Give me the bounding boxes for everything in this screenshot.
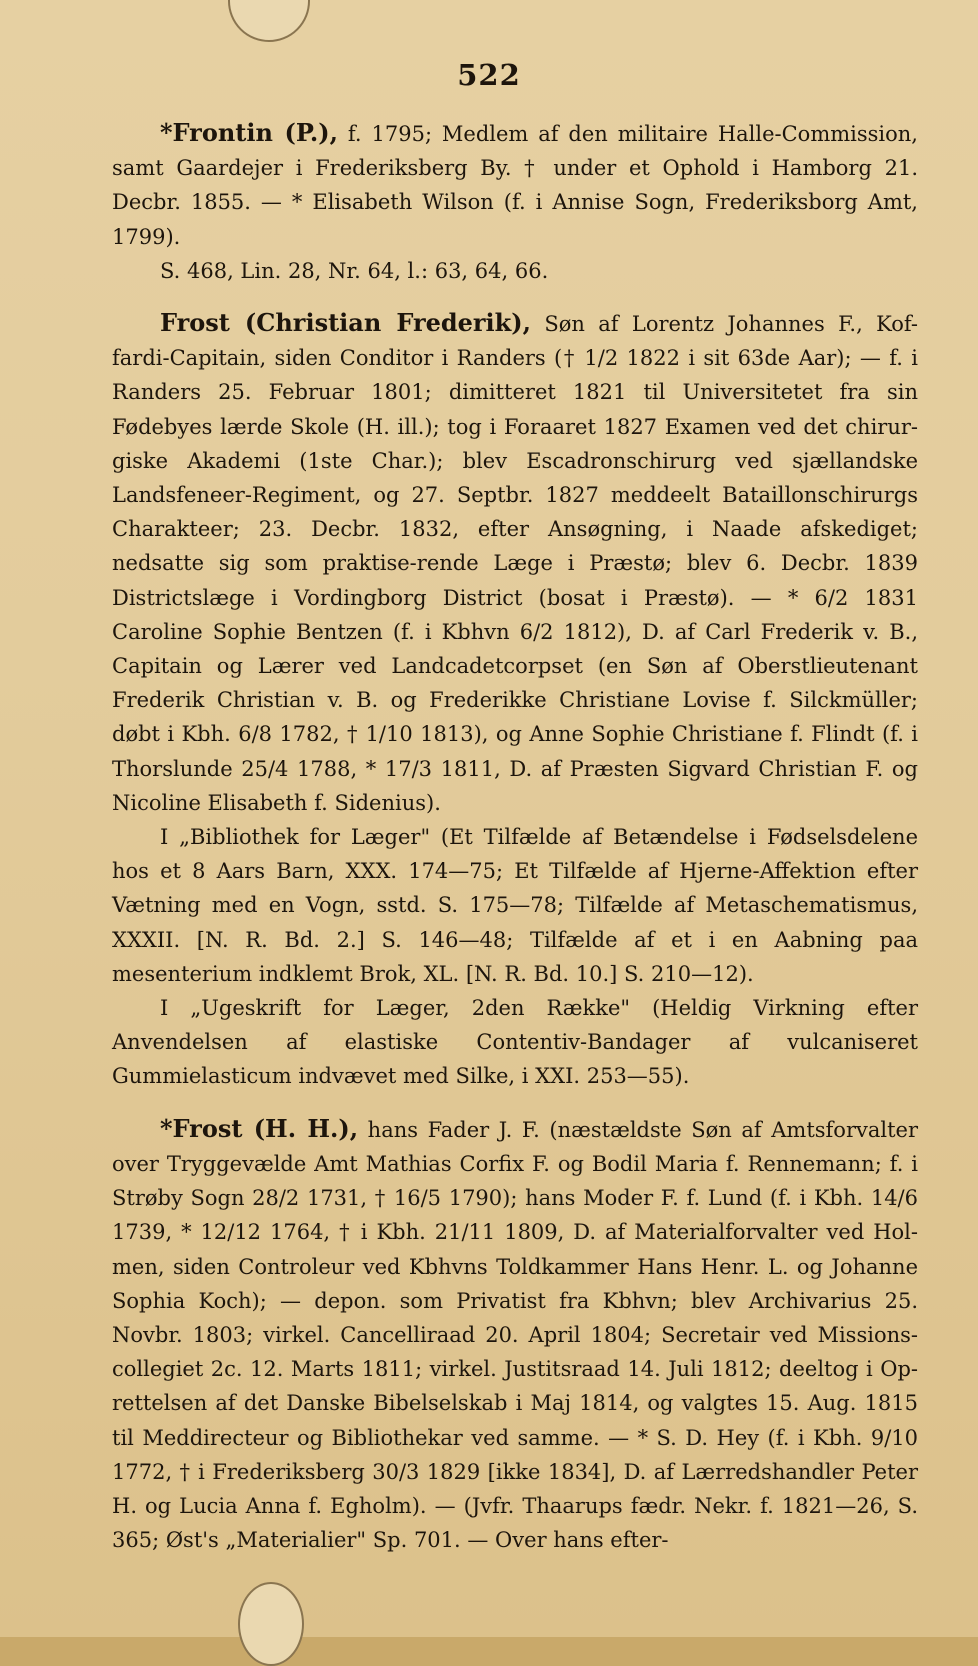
entry-paragraph	[112, 1112, 918, 1558]
entry-name: Frost (Christian Frederik),	[160, 308, 532, 338]
entry-references: S. 468, Lin. 28, Nr. 64, l.: 63, 64, 66.	[160, 258, 549, 283]
entry-paragraph	[112, 116, 918, 254]
binding-hole	[228, 0, 310, 42]
entry-text: hans Fader J. F. (næstældste Søn af Amtsforvalter over Tryggevælde Amt Mathias Corfix F. og Bodil Maria f. Rennemann; f. i Strøby Sogn 28/2 1731, † 16/5 1790); hans Moder F. f. Lund (f. i Kbh. 14/6 1739, * 12/12 1764, † i Kbh. 21/11 1809, D. af Materialforvalter ved Hol-men, siden Controleur ved Kbhvns Toldkammer Hans Henr. L. og Johanne Sophia Koch); — depon. som Privatist fra Kbhvn; blev Archivarius 25. Novbr. 1803; virkel. Cancelliraad 20. April 1804; Secretair ved Missions-collegiet 2c. 12. Marts 1811; virkel. Justitsraad 14. Juli 1812; deeltog i Op-rettelsen af det Danske Bibelselskab i Maj 1814, og valgtes 15. Aug. 1815 til Meddirecteur og Bibliothekar ved samme. — * S. D. Hey (f. i Kbh. 9/10 1772, † i Frederiksberg 30/3 1829 [ikke 1834], D. af Lærredshandler Peter H. og Lucia Anna f. Egholm). — (Jvfr. Thaarups fædr. Nekr. f. 1821—26, S. 365; Øst's „Materialier" Sp. 701. — Over hans efter-	[112, 1117, 918, 1553]
entry-frost-hh	[112, 1112, 918, 1558]
publication-note: I „Bibliothek for Læger" (Et Tilfælde af Betændelse i Fødselsdelene hos et 8 Aars Barn, XXX. 174—75; Et Tilfælde af Hjerne-Affektion efter Vætning med en Vogn, sstd. S. 175—78; Tilfælde af Metaschematismus, XXXII. [N. R. Bd. 2.] S. 146—48; Tilfælde af et i en Aabning paa mesenterium indklemt Brok, XL. [N. R. Bd. 10.] S. 210—12).	[112, 825, 918, 986]
page-number: 522	[457, 58, 521, 92]
entry-frost-christian	[112, 306, 918, 1094]
binding-hole	[238, 1582, 304, 1666]
entry-paragraph	[112, 306, 918, 820]
page-body	[112, 116, 918, 1575]
publication-note: I „Ugeskrift for Læger, 2den Række" (Heldig Virkning efter Anvendelsen af elastiske Contentiv-Bandager af vulcaniseret Gummielasticum indvævet med Silke, i XXI. 253—55).	[112, 996, 918, 1089]
entry-name: *Frost (H. H.),	[160, 1113, 359, 1143]
entry-text: Søn af Lorentz Johannes F., Kof-fardi-Capitain, siden Conditor i Randers († 1/2 1822 i sit 63de Aar); — f. i Randers 25. Februar 1801; dimitteret 1821 til Universitetet fra sin Fødebyes lærde Skole (H. ill.); tog i Foraaret 1827 Examen ved det chirur-giske Akademi (1ste Char.); blev Escadronschirurg ved sjællandske Landsfeneer-Regiment, og 27. Septbr. 1827 meddeelt Bataillonschirurgs Charakteer; 23. Decbr. 1832, efter Ansøgning, i Naade afskediget; nedsatte sig som praktise-rende Læge i Præstø; blev 6. Decbr. 1839 Districtslæge i Vordingborg District (bosat i Præstø). — * 6/2 1831 Caroline Sophie Bentzen (f. i Kbhvn 6/2 1812), D. af Carl Frederik v. B., Capitain og Lærer ved Landcadetcorpset (en Søn af Oberstlieutenant Frederik Christian v. B. og Frederikke Christiane Lovise f. Silckmüller; døbt i Kbh. 6/8 1782, † 1/10 1813), og Anne Sophie Christiane f. Flindt (f. i Thorslunde 25/4 1788, * 17/3 1811, D. af Præsten Sigvard Christian F. og Nicoline Elisabeth f. Sidenius).	[112, 312, 918, 815]
entry-name: *Frontin (P.),	[160, 118, 338, 147]
entry-text: f. 1795; Medlem af den militaire Halle-Commission, samt Gaardejer i Frederiksberg By. † under et Ophold i Hamborg 21. Decbr. 1855. — * Elisabeth Wilson (f. i Annise Sogn, Frederiksborg Amt, 1799).	[112, 122, 918, 249]
entry-frontin	[112, 116, 918, 288]
